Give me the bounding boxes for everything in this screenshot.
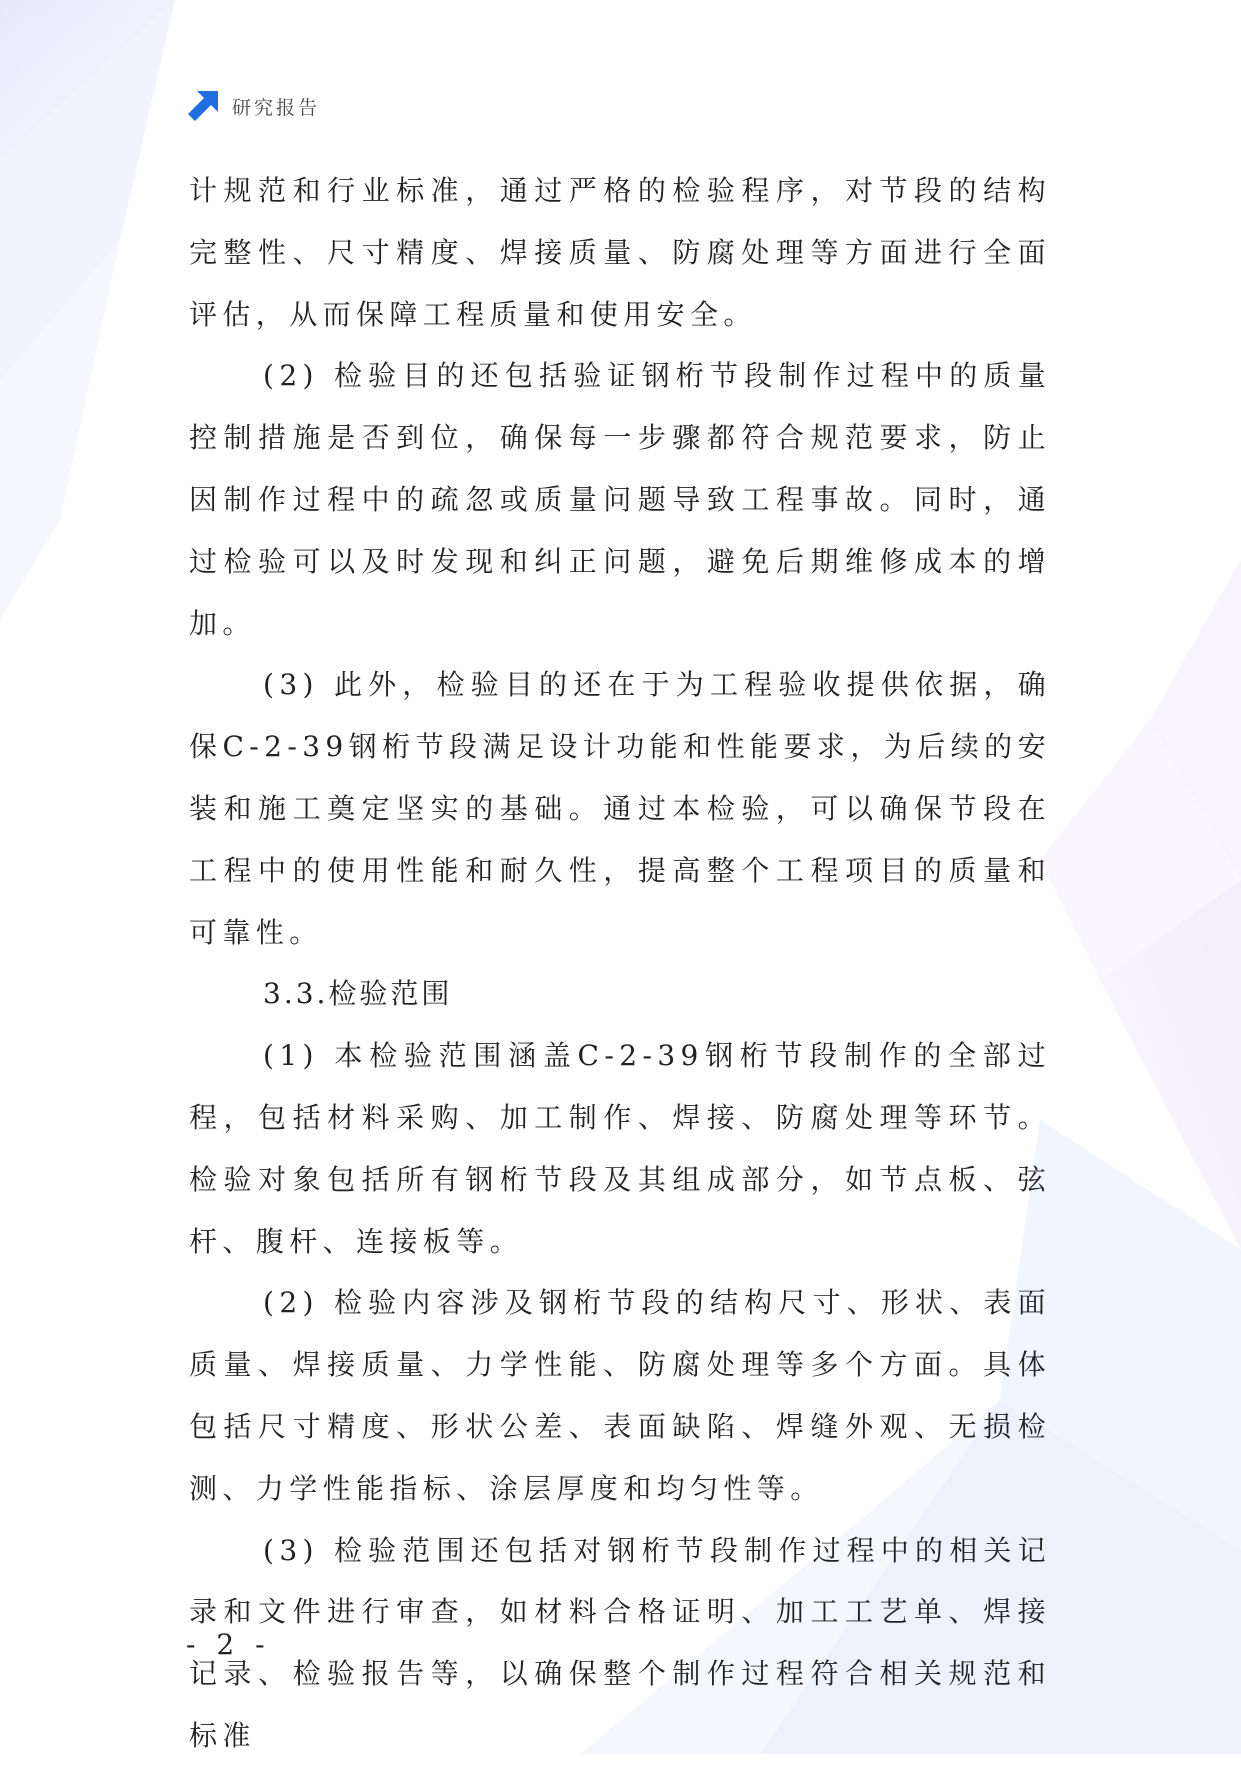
document-body [189, 160, 1051, 1767]
section-heading: 3.3.检验范围 [263, 977, 453, 1011]
arrow-up-right-icon [186, 89, 220, 123]
page-header [186, 90, 320, 122]
paragraph: (3) 此外，检验目的还在于为工程验收提供依据，确保C-2-39钢桁节段满足设计功能和性能要求，为后续的安装和施工奠定坚实的基础。通过本检验，可以确保节段在工程中的使用性能和耐久性，提高整个工程项目的质量和可靠性。 [189, 668, 1051, 949]
paragraph: (2) 检验目的还包括验证钢桁节段制作过程中的质量控制措施是否到位，确保每一步骤都符合规范要求，防止因制作过程中的疏忽或质量问题导致工程事故。同时，通过检验可以及时发现和纠正问题，避免后期维修成本的增加。 [189, 359, 1051, 640]
header-title: 研究报告 [232, 96, 321, 119]
paragraph: (3) 检验范围还包括对钢桁节段制作过程中的相关记录和文件进行审查，如材料合格证明、加工工艺单、焊接记录、检验报告等，以确保整个制作过程符合相关规范和标准 [189, 1533, 1051, 1752]
page-number: - 2 - [186, 1628, 271, 1661]
paragraph: (1) 本检验范围涵盖C-2-39钢桁节段制作的全部过程，包括材料采购、加工制作、焊接、防腐处理等环节。检验对象包括所有钢桁节段及其组成部分，如节点板、弦杆、腹杆、连接板等。 [189, 1039, 1051, 1258]
paragraph-continuation: 计规范和行业标准，通过严格的检验程序，对节段的结构完整性、尺寸精度、焊接质量、防腐处理等方面进行全面评估，从而保障工程质量和使用安全。 [189, 174, 1051, 331]
paragraph: (2) 检验内容涉及钢桁节段的结构尺寸、形状、表面质量、焊接质量、力学性能、防腐处理等多个方面。具体包括尺寸精度、形状公差、表面缺陷、焊缝外观、无损检测、力学性能指标、涂层厚度和均匀性等。 [189, 1286, 1051, 1505]
